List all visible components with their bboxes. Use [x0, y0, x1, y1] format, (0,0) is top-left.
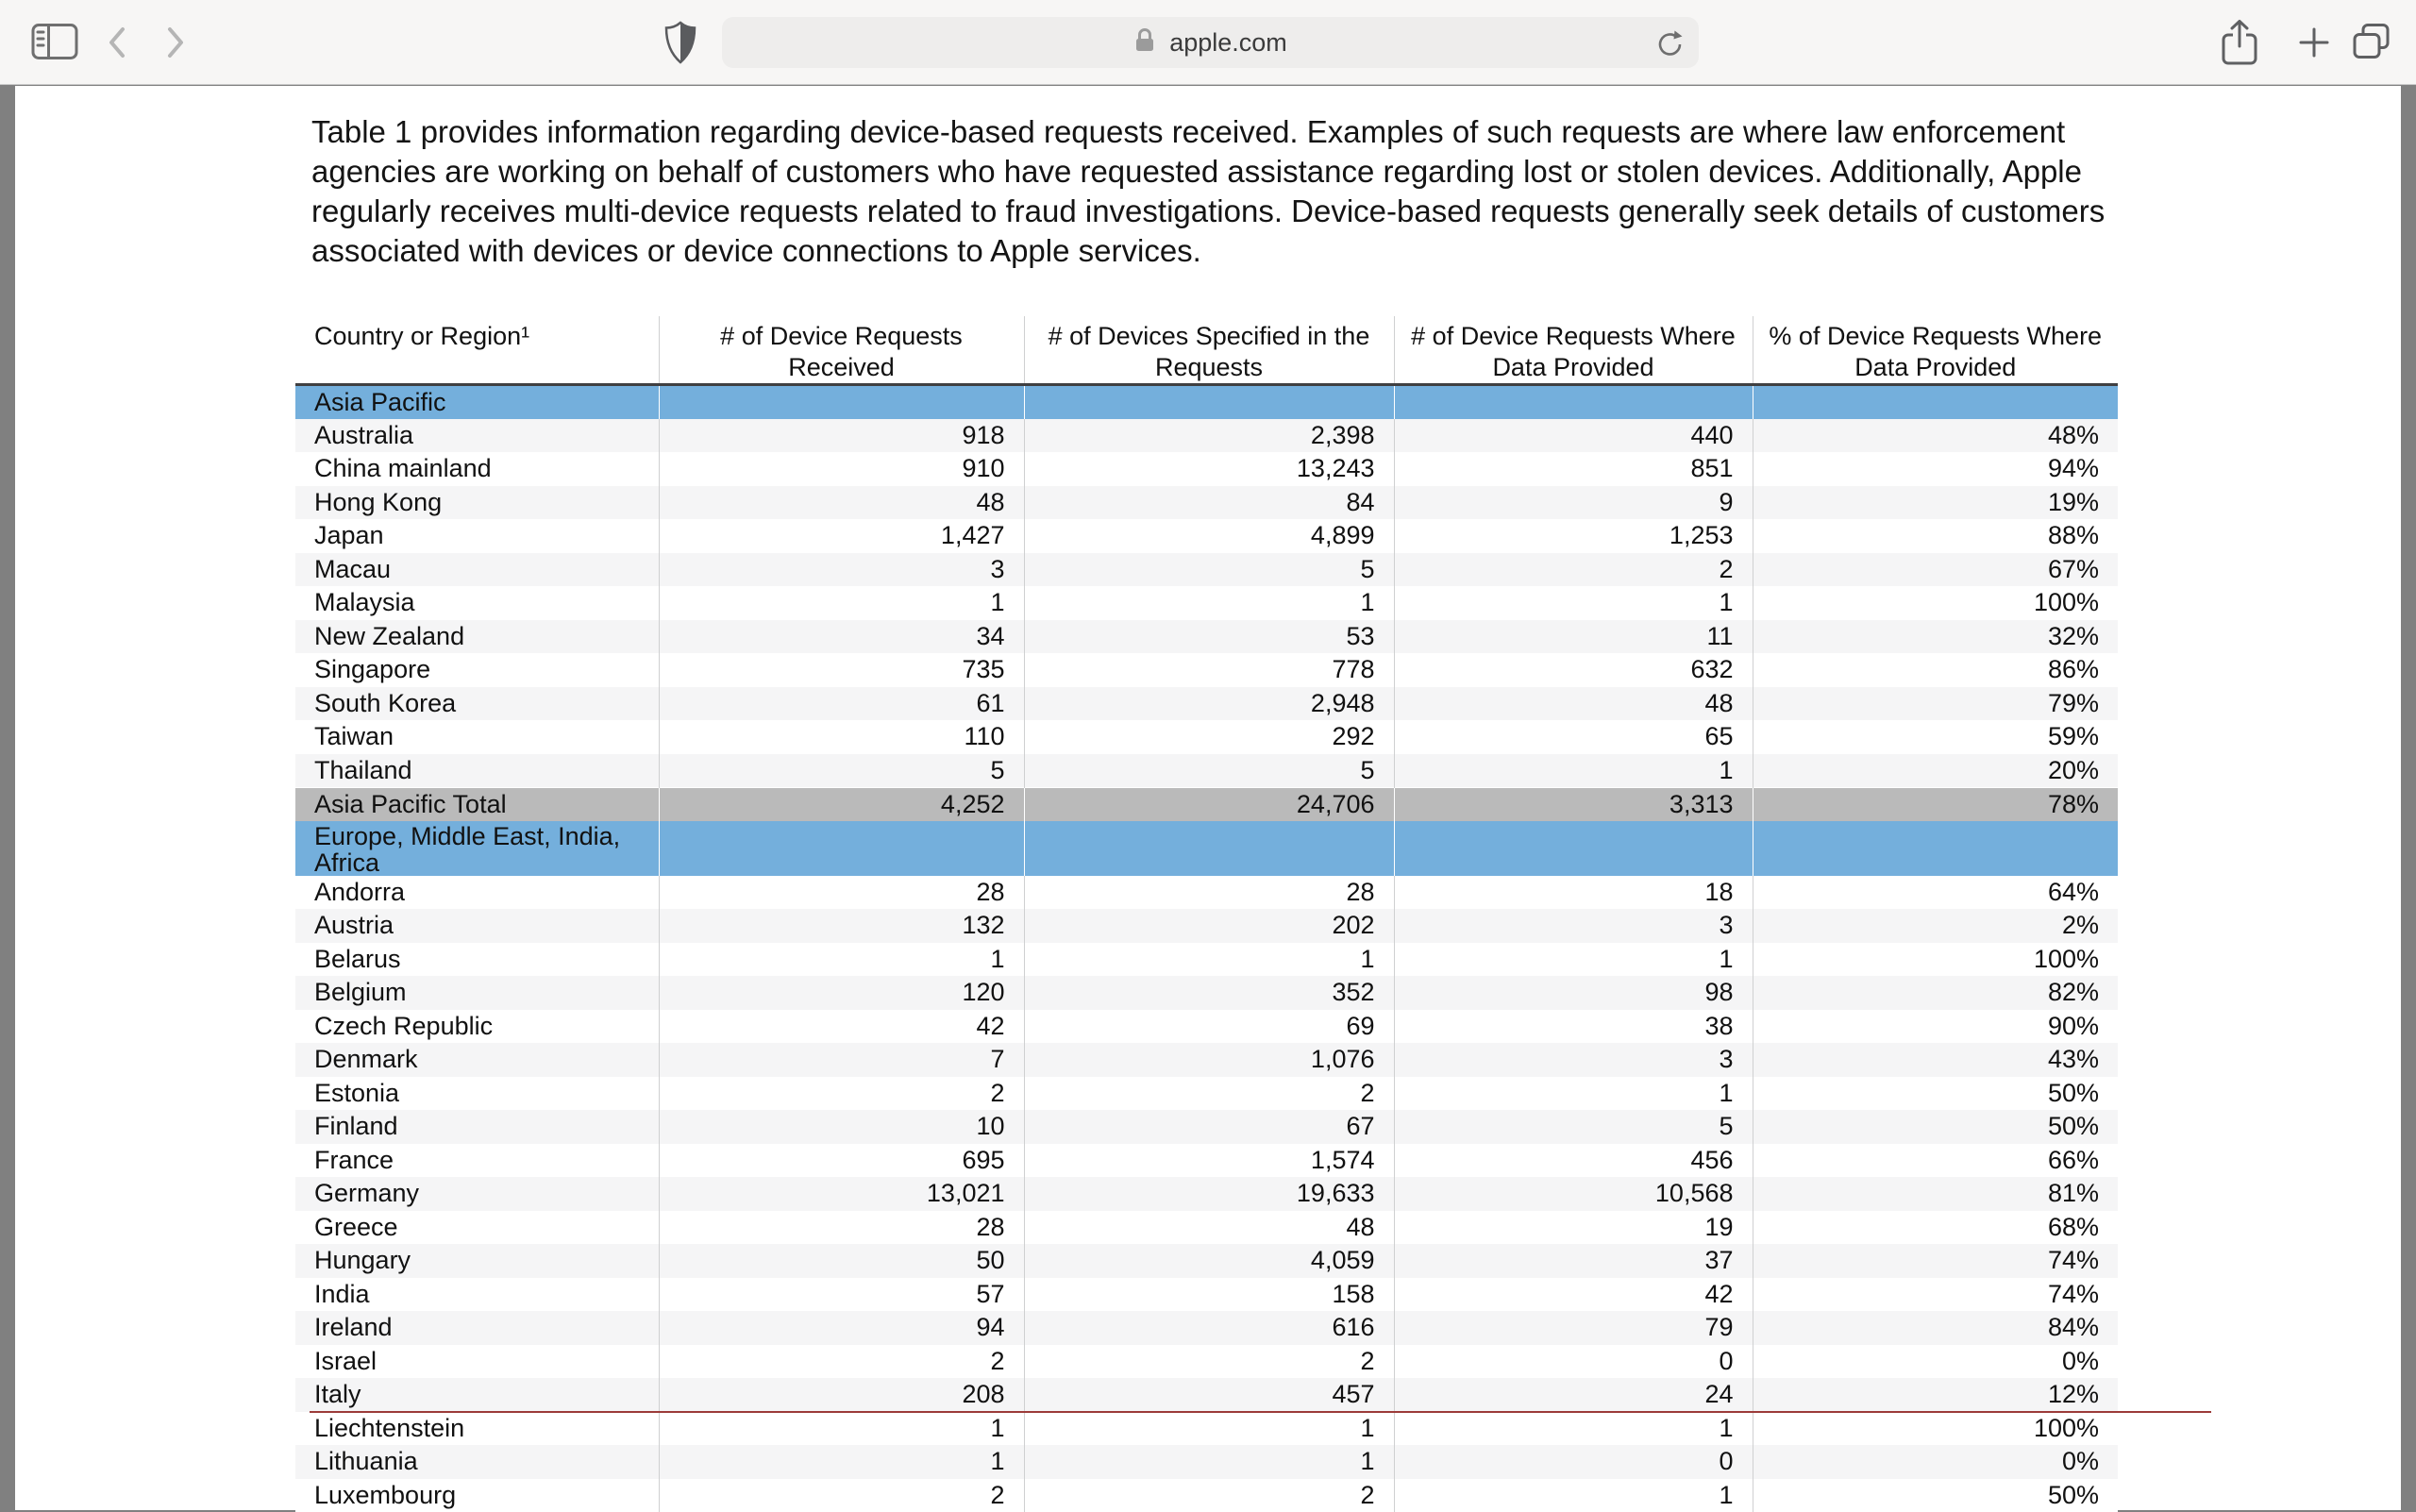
- value-cell: 42: [1394, 1278, 1753, 1312]
- value-cell: 3: [1394, 1043, 1753, 1077]
- value-cell: 53: [1024, 620, 1394, 654]
- value-cell: 4,252: [659, 787, 1024, 821]
- country-cell: Greece: [295, 1211, 659, 1245]
- value-cell: 57: [659, 1278, 1024, 1312]
- country-cell: Malaysia: [295, 586, 659, 620]
- value-cell: 5: [1024, 754, 1394, 788]
- page: [15, 86, 2401, 1510]
- back-button[interactable]: [106, 24, 130, 61]
- value-cell: 1: [659, 586, 1024, 620]
- country-cell: Asia Pacific Total: [295, 787, 659, 821]
- value-cell: 13,021: [659, 1177, 1024, 1211]
- value-cell: 19: [1394, 1211, 1753, 1245]
- value-cell: 10,568: [1394, 1177, 1753, 1211]
- country-cell: Belgium: [295, 976, 659, 1010]
- value-cell: 64%: [1753, 876, 2118, 910]
- value-cell: 66%: [1753, 1144, 2118, 1178]
- value-cell: 1: [1024, 943, 1394, 977]
- column-header-pct-data-provided: % of Device Requests Where Data Provided: [1753, 316, 2118, 385]
- value-cell: 100%: [1753, 586, 2118, 620]
- value-cell: 202: [1024, 909, 1394, 943]
- value-cell: 2: [1024, 1345, 1394, 1379]
- value-cell: 100%: [1753, 943, 2118, 977]
- table-row: [295, 1345, 2118, 1379]
- table-body: [295, 385, 2118, 1512]
- section-header-row: [295, 385, 2118, 419]
- lock-icon: [1133, 26, 1156, 59]
- new-tab-button[interactable]: [2296, 25, 2332, 60]
- value-cell: 851: [1394, 452, 1753, 486]
- column-header-country: Country or Region¹: [295, 316, 659, 385]
- country-cell: Taiwan: [295, 720, 659, 754]
- chevron-left-icon: [106, 50, 130, 64]
- country-cell: India: [295, 1278, 659, 1312]
- table-row: [295, 653, 2118, 687]
- value-cell: 3,313: [1394, 787, 1753, 821]
- country-cell: Japan: [295, 519, 659, 553]
- country-cell: Czech Republic: [295, 1010, 659, 1044]
- value-cell: 1: [659, 1445, 1024, 1479]
- column-header-data-provided: # of Device Requests Where Data Provided: [1394, 316, 1753, 385]
- value-cell: 5: [659, 754, 1024, 788]
- value-cell: 88%: [1753, 519, 2118, 553]
- value-cell: 78%: [1753, 787, 2118, 821]
- value-cell: 34: [659, 620, 1024, 654]
- value-cell: 61: [659, 687, 1024, 721]
- country-cell: Ireland: [295, 1311, 659, 1345]
- table-row: [295, 1144, 2118, 1178]
- value-cell: 120: [659, 976, 1024, 1010]
- value-cell: 0: [1394, 1345, 1753, 1379]
- value-cell: 1: [1394, 1077, 1753, 1111]
- country-cell: Macau: [295, 553, 659, 587]
- country-cell: Estonia: [295, 1077, 659, 1111]
- value-cell: 12%: [1753, 1378, 2118, 1412]
- tab-overview-button[interactable]: [2350, 22, 2393, 61]
- sidebar-toggle-button[interactable]: [30, 21, 79, 62]
- table-row: [295, 1378, 2118, 1412]
- value-cell: 4,899: [1024, 519, 1394, 553]
- shield-icon: [663, 54, 697, 68]
- value-cell: 1,076: [1024, 1043, 1394, 1077]
- value-cell: [1753, 821, 2118, 876]
- value-cell: 910: [659, 452, 1024, 486]
- country-cell: Belarus: [295, 943, 659, 977]
- value-cell: 778: [1024, 653, 1394, 687]
- table-row: [295, 486, 2118, 520]
- value-cell: 94%: [1753, 452, 2118, 486]
- value-cell: 100%: [1753, 1412, 2118, 1446]
- table-row: [295, 1412, 2118, 1446]
- table-row: [295, 1043, 2118, 1077]
- table-row: [295, 1445, 2118, 1479]
- table-row: [295, 909, 2118, 943]
- value-cell: 1: [659, 1412, 1024, 1446]
- value-cell: 1,253: [1394, 519, 1753, 553]
- value-cell: 695: [659, 1144, 1024, 1178]
- value-cell: 28: [1024, 876, 1394, 910]
- value-cell: [659, 385, 1024, 419]
- value-cell: 110: [659, 720, 1024, 754]
- value-cell: 50%: [1753, 1110, 2118, 1144]
- value-cell: 74%: [1753, 1244, 2118, 1278]
- country-cell: Asia Pacific: [295, 385, 659, 419]
- country-cell: Europe, Middle East, India, Africa: [295, 821, 659, 876]
- chevron-right-icon: [162, 50, 187, 64]
- value-cell: 48%: [1753, 419, 2118, 453]
- table-row: [295, 452, 2118, 486]
- value-cell: 0%: [1753, 1445, 2118, 1479]
- table-row: [295, 943, 2118, 977]
- table-row: [295, 976, 2118, 1010]
- country-cell: Italy: [295, 1378, 659, 1412]
- table-row: [295, 876, 2118, 910]
- browser-toolbar: [0, 0, 2416, 85]
- value-cell: 37: [1394, 1244, 1753, 1278]
- value-cell: [1394, 385, 1753, 419]
- value-cell: 3: [659, 553, 1024, 587]
- value-cell: 4,059: [1024, 1244, 1394, 1278]
- value-cell: 48: [1394, 687, 1753, 721]
- table-row: [295, 419, 2118, 453]
- value-cell: 1: [1024, 1412, 1394, 1446]
- table-row: [295, 620, 2118, 654]
- value-cell: 918: [659, 419, 1024, 453]
- value-cell: 632: [1394, 653, 1753, 687]
- country-cell: Singapore: [295, 653, 659, 687]
- country-cell: Israel: [295, 1345, 659, 1379]
- value-cell: 50: [659, 1244, 1024, 1278]
- table-header-row: [295, 316, 2118, 385]
- value-cell: 11: [1394, 620, 1753, 654]
- reload-icon: [1655, 48, 1686, 62]
- table-row: [295, 1077, 2118, 1111]
- value-cell: [659, 821, 1024, 876]
- country-cell: South Korea: [295, 687, 659, 721]
- forward-button[interactable]: [162, 24, 187, 61]
- intro-paragraph: Table 1 provides information regarding device-based requests received. Examples of such requests are where law enforcement agencies are working on behalf of customers who have requested assistance regarding lost or stolen devices. Additionally, Apple regularly receives multi-device requests related to fraud investigations. Device-based requests generally seek details of customers associated with devices or device connections to Apple services.: [311, 112, 2106, 271]
- value-cell: 24: [1394, 1378, 1753, 1412]
- value-cell: 1: [1394, 1479, 1753, 1512]
- country-cell: Hong Kong: [295, 486, 659, 520]
- table-row: [295, 1110, 2118, 1144]
- value-cell: 48: [659, 486, 1024, 520]
- value-cell: 352: [1024, 976, 1394, 1010]
- value-cell: 79: [1394, 1311, 1753, 1345]
- value-cell: 292: [1024, 720, 1394, 754]
- country-cell: Austria: [295, 909, 659, 943]
- country-cell: New Zealand: [295, 620, 659, 654]
- value-cell: 456: [1394, 1144, 1753, 1178]
- value-cell: 7: [659, 1043, 1024, 1077]
- value-cell: 32%: [1753, 620, 2118, 654]
- value-cell: [1024, 821, 1394, 876]
- value-cell: 98: [1394, 976, 1753, 1010]
- table-row: [295, 1211, 2118, 1245]
- table-row: [295, 1278, 2118, 1312]
- value-cell: 67: [1024, 1110, 1394, 1144]
- value-cell: 1: [1394, 586, 1753, 620]
- value-cell: 1: [1394, 754, 1753, 788]
- value-cell: 457: [1024, 1378, 1394, 1412]
- value-cell: 1: [1024, 1445, 1394, 1479]
- share-icon: [2220, 56, 2259, 70]
- value-cell: 19%: [1753, 486, 2118, 520]
- table-row: [295, 720, 2118, 754]
- value-cell: 50%: [1753, 1479, 2118, 1512]
- table-row: [295, 687, 2118, 721]
- value-cell: 1: [659, 943, 1024, 977]
- value-cell: 86%: [1753, 653, 2118, 687]
- value-cell: 440: [1394, 419, 1753, 453]
- value-cell: 2: [1024, 1077, 1394, 1111]
- table-row: [295, 519, 2118, 553]
- value-cell: 1,427: [659, 519, 1024, 553]
- value-cell: 10: [659, 1110, 1024, 1144]
- country-cell: Liechtenstein: [295, 1412, 659, 1446]
- value-cell: 5: [1024, 553, 1394, 587]
- country-cell: France: [295, 1144, 659, 1178]
- value-cell: 0: [1394, 1445, 1753, 1479]
- value-cell: 84: [1024, 486, 1394, 520]
- value-cell: 1: [1024, 586, 1394, 620]
- country-cell: Denmark: [295, 1043, 659, 1077]
- sidebar-icon: [30, 51, 79, 65]
- value-cell: 48: [1024, 1211, 1394, 1245]
- value-cell: 13,243: [1024, 452, 1394, 486]
- value-cell: 81%: [1753, 1177, 2118, 1211]
- value-cell: 2: [659, 1479, 1024, 1512]
- total-row: [295, 787, 2118, 821]
- url-text: apple.com: [1169, 28, 1287, 58]
- value-cell: 84%: [1753, 1311, 2118, 1345]
- value-cell: 1: [1394, 943, 1753, 977]
- value-cell: 68%: [1753, 1211, 2118, 1245]
- value-cell: 38: [1394, 1010, 1753, 1044]
- share-button[interactable]: [2220, 18, 2259, 67]
- country-cell: Hungary: [295, 1244, 659, 1278]
- value-cell: 19,633: [1024, 1177, 1394, 1211]
- value-cell: [1394, 821, 1753, 876]
- value-cell: 132: [659, 909, 1024, 943]
- value-cell: 90%: [1753, 1010, 2118, 1044]
- page-break-line: [310, 1411, 2211, 1413]
- country-cell: Australia: [295, 419, 659, 453]
- value-cell: 2,948: [1024, 687, 1394, 721]
- column-header-devices-specified: # of Devices Specified in the Requests: [1024, 316, 1394, 385]
- value-cell: 65: [1394, 720, 1753, 754]
- value-cell: 69: [1024, 1010, 1394, 1044]
- country-cell: Luxembourg: [295, 1479, 659, 1512]
- value-cell: 59%: [1753, 720, 2118, 754]
- table-row: [295, 1177, 2118, 1211]
- country-cell: Lithuania: [295, 1445, 659, 1479]
- value-cell: 616: [1024, 1311, 1394, 1345]
- device-requests-table: [295, 316, 2118, 1512]
- section-header-row: [295, 821, 2118, 876]
- value-cell: 74%: [1753, 1278, 2118, 1312]
- value-cell: 50%: [1753, 1077, 2118, 1111]
- country-cell: Finland: [295, 1110, 659, 1144]
- value-cell: 94: [659, 1311, 1024, 1345]
- country-cell: Germany: [295, 1177, 659, 1211]
- value-cell: 5: [1394, 1110, 1753, 1144]
- value-cell: 2: [1024, 1479, 1394, 1512]
- country-cell: Thailand: [295, 754, 659, 788]
- url-field[interactable]: [722, 17, 1699, 68]
- value-cell: 0%: [1753, 1345, 2118, 1379]
- table-row: [295, 1244, 2118, 1278]
- table-row: [295, 1479, 2118, 1512]
- table-row: [295, 754, 2118, 788]
- value-cell: 2,398: [1024, 419, 1394, 453]
- value-cell: 2: [1394, 553, 1753, 587]
- value-cell: 735: [659, 653, 1024, 687]
- plus-icon: [2296, 49, 2332, 63]
- column-header-requests-received: # of Device Requests Received: [659, 316, 1024, 385]
- value-cell: 158: [1024, 1278, 1394, 1312]
- reload-button[interactable]: [1655, 27, 1686, 59]
- privacy-report-button[interactable]: [663, 20, 697, 65]
- value-cell: 3: [1394, 909, 1753, 943]
- table-row: [295, 1010, 2118, 1044]
- value-cell: [1024, 385, 1394, 419]
- value-cell: 2: [659, 1077, 1024, 1111]
- value-cell: 2%: [1753, 909, 2118, 943]
- value-cell: 43%: [1753, 1043, 2118, 1077]
- value-cell: 28: [659, 1211, 1024, 1245]
- value-cell: 28: [659, 876, 1024, 910]
- value-cell: 1: [1394, 1412, 1753, 1446]
- country-cell: China mainland: [295, 452, 659, 486]
- table-row: [295, 586, 2118, 620]
- table-row: [295, 1311, 2118, 1345]
- value-cell: 18: [1394, 876, 1753, 910]
- value-cell: [1753, 385, 2118, 419]
- value-cell: 208: [659, 1378, 1024, 1412]
- value-cell: 79%: [1753, 687, 2118, 721]
- value-cell: 82%: [1753, 976, 2118, 1010]
- country-cell: Andorra: [295, 876, 659, 910]
- value-cell: 24,706: [1024, 787, 1394, 821]
- table-row: [295, 553, 2118, 587]
- value-cell: 2: [659, 1345, 1024, 1379]
- tabs-icon: [2350, 50, 2393, 64]
- value-cell: 42: [659, 1010, 1024, 1044]
- browser-viewport: [0, 86, 2416, 1510]
- value-cell: 67%: [1753, 553, 2118, 587]
- value-cell: 9: [1394, 486, 1753, 520]
- value-cell: 1,574: [1024, 1144, 1394, 1178]
- value-cell: 20%: [1753, 754, 2118, 788]
